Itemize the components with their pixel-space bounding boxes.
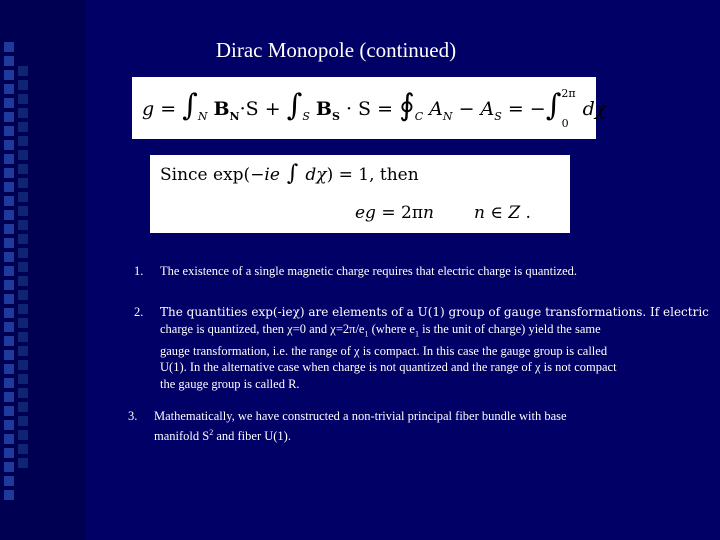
eq-contour-integral: ∮: [399, 88, 415, 123]
eq-an: A: [429, 98, 443, 120]
eq2-z: Z: [508, 203, 521, 223]
item2-line2c: is the unit of charge) yield the same: [418, 321, 601, 336]
eq2-n: n: [423, 203, 434, 223]
eq-dot-s2: · S =: [339, 98, 400, 120]
eq-g: g: [142, 98, 155, 120]
slide-title: Dirac Monopole (continued): [215, 38, 457, 62]
eq2-n2: n: [473, 203, 485, 223]
eq-equals: =: [154, 98, 183, 120]
eq-equals-minus: = −: [501, 98, 546, 120]
item2-sub1: 1: [364, 329, 369, 338]
eq-integral-chi: ∫: [545, 88, 562, 123]
eq-lower-limit: 0: [561, 117, 569, 130]
eq2-integral: ∫: [279, 161, 306, 186]
eq-dchi: dχ: [582, 98, 607, 120]
square-column-left: [4, 42, 14, 504]
item2-line3: gauge transformation, i.e. the range of χ is compact. In this case the gauge group is called: [160, 343, 608, 358]
item2-line4: U(1). In the alternative case when charge is not quantized and the range of χ is not compact: [160, 360, 617, 374]
eq-minus: −: [452, 98, 481, 120]
eq-contour-sub: C: [414, 109, 424, 123]
eq-bn: B: [213, 98, 230, 120]
item3-sup: 2: [209, 427, 214, 437]
eq2-eg: eg: [355, 203, 376, 223]
eq-integral-n: ∫: [182, 88, 198, 123]
item2-line1: The quantities exp(-ieχ) are elements of a U(1) group of gauge transformations. If electric: [160, 305, 709, 319]
item2-line2b: (where e: [368, 321, 415, 336]
eq-integral-s-sub: S: [302, 109, 310, 123]
equation-flux-box: [132, 77, 607, 139]
equation-since-line: [160, 161, 419, 186]
eq2-two-pi: = 2π: [375, 203, 423, 223]
list-item-number: 2.: [134, 305, 144, 319]
eq-bn-sub: N: [229, 109, 240, 123]
item2-sub2: 1: [414, 329, 419, 338]
equation-eg-line: [355, 203, 531, 223]
item2-line5: the gauge group is called R.: [160, 376, 300, 391]
eq-dot-s: ·S +: [239, 98, 287, 120]
eq-an-sub: N: [442, 109, 453, 123]
eq-integral-s: ∫: [286, 88, 303, 123]
eq-integral-n-sub: N: [197, 109, 208, 123]
eq-bs: B: [315, 98, 332, 120]
list-item-number: 3.: [128, 409, 138, 423]
list-item-text: The existence of a single magnetic charge requires that electric charge is quantized.: [160, 264, 578, 278]
item3-line2b: and fiber U(1).: [213, 428, 291, 443]
sidebar-decoration: [0, 0, 86, 540]
item3-line1: Mathematically, we have constructed a non-trivial principal fiber bundle with base: [154, 409, 567, 423]
equation-quantization-box: [150, 155, 570, 233]
eq2-in: ∈: [484, 203, 509, 223]
eq-upper-limit: 2π: [561, 87, 576, 100]
eq-bs-sub: S: [331, 109, 340, 123]
equation-flux: [142, 87, 607, 130]
eq-as-sub: S: [494, 109, 502, 123]
eq2-equals-then: ) = 1, then: [326, 165, 419, 185]
square-column-right: [18, 66, 28, 472]
eq2-since: Since exp(: [160, 165, 251, 185]
eq2-dchi: dχ: [305, 165, 327, 185]
list-item-number: 1.: [134, 264, 144, 278]
eq2-minus-ie: −ie: [250, 165, 280, 185]
list-item-text: [154, 408, 694, 444]
list-item-text: [160, 304, 709, 392]
eq-as: A: [480, 98, 495, 120]
item3-line2a: manifold S: [154, 428, 210, 443]
item2-line2a: charge is quantized, then χ=0 and χ=2π/e: [160, 321, 365, 336]
eq2-period: .: [520, 203, 531, 223]
